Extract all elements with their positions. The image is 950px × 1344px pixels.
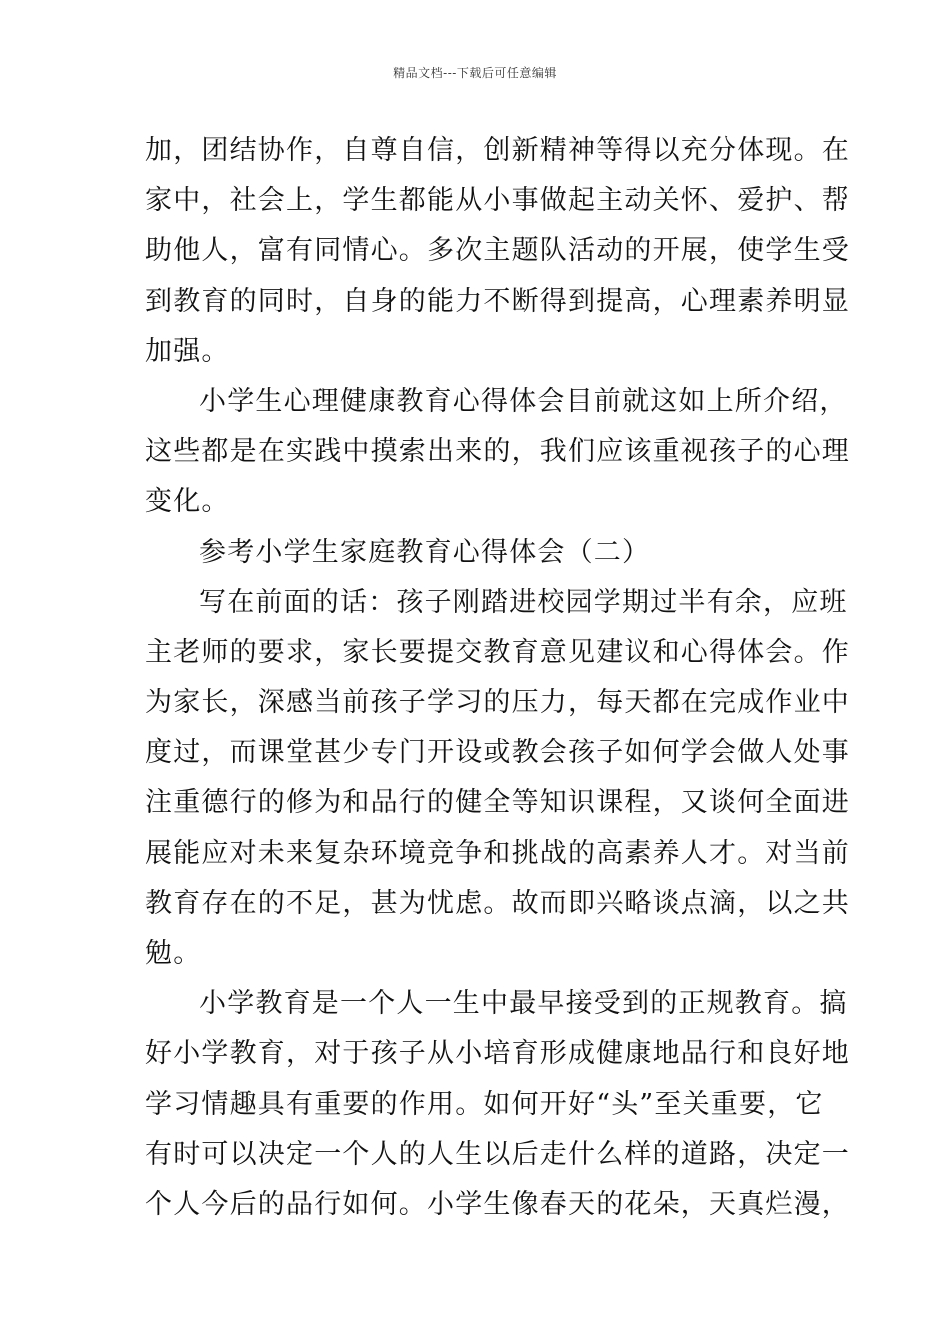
- text-line: 主老师的要求，家长要提交教育意见建议和心得体会。作: [145, 636, 850, 668]
- text-line: 变化。: [145, 486, 230, 518]
- page-header: 精品文档---下载后可任意编辑: [393, 66, 557, 80]
- text-line: 勉。: [145, 938, 202, 969]
- text-line: 到教育的同时，自身的能力不断得到提高，心理素养明显: [145, 285, 850, 317]
- text-line: 小学教育是一个人一生中最早接受到的正规教育。搞: [199, 988, 848, 1020]
- text-line: 家中，社会上，学生都能从小事做起主动关怀、爱护、帮: [145, 185, 850, 217]
- text-line: 学习情趣具有重要的作用。如何开好“头”至关重要，它: [145, 1088, 824, 1120]
- text-line: 为家长，深感当前孩子学习的压力，每天都在完成作业中: [145, 687, 850, 719]
- text-line: 加强。: [145, 335, 230, 367]
- text-line: 这些都是在实践中摸索出来的，我们应该重视孩子的心理: [145, 436, 850, 468]
- text-line: 注重德行的修为和品行的健全等知识课程，又谈何全面进: [145, 787, 850, 819]
- text-line: 小学生心理健康教育心得体会目前就这如上所介绍，: [199, 385, 848, 417]
- text-line: 度过，而课堂甚少专门开设或教会孩子如何学会做人处事: [145, 737, 850, 769]
- text-line: 个人今后的品行如何。小学生像春天的花朵，天真烂漫，: [145, 1188, 850, 1220]
- text-line: 助他人，富有同情心。多次主题队活动的开展，使学生受: [145, 235, 850, 267]
- body-text: [145, 126, 850, 1230]
- text-line: 有时可以决定一个人的人生以后走什么样的道路，决定一: [145, 1138, 850, 1170]
- text-line: 加，团结协作，自尊自信，创新精神等得以充分体现。在: [145, 135, 850, 166]
- text-line: 参考小学生家庭教育心得体会（二）: [199, 536, 651, 568]
- text-line: 展能应对未来复杂环境竞争和挑战的高素养人才。对当前: [145, 837, 850, 869]
- text-line: 好小学教育，对于孩子从小培育形成健康地品行和良好地: [145, 1038, 850, 1070]
- text-line: 教育存在的不足，甚为忧虑。故而即兴略谈点滴，以之共: [145, 887, 850, 919]
- text-line: 写在前面的话：孩子刚踏进校园学期过半有余，应班: [199, 586, 848, 618]
